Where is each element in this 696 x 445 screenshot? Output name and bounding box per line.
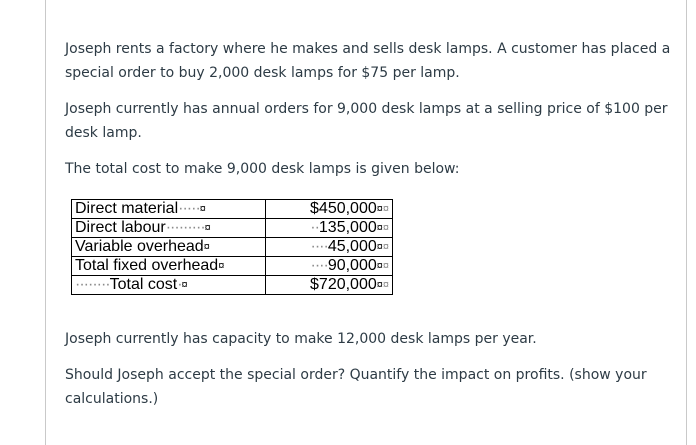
- cost-row-direct-material: Direct material·····¤ $450,000¤¤: [72, 200, 393, 219]
- capacity-paragraph: Joseph currently has capacity to make 12,000 desk lamps per year.: [65, 331, 537, 347]
- cost-value: 90,000: [327, 257, 377, 274]
- cost-row-total-fixed-overhead: Total fixed overhead¤ ····90,000¤¤: [72, 257, 393, 276]
- cost-intro-paragraph: The total cost to make 9,000 desk lamps is given below:: [65, 161, 460, 177]
- cost-label: Direct labour: [75, 219, 166, 236]
- question-prompt-paragraph: Should Joseph accept the special order? Quantify the impact on profits. (show your calculations.): [65, 367, 647, 407]
- cost-value: 45,000: [327, 238, 377, 255]
- cost-label: Total fixed overhead: [75, 257, 219, 274]
- cost-table: [71, 199, 393, 295]
- cost-row-total-cost: ········Total cost·¤ $720,000¤¤: [72, 276, 393, 295]
- cost-value: $720,000: [310, 276, 377, 293]
- cost-label: Variable overhead: [75, 238, 204, 255]
- current-orders-paragraph: Joseph currently has annual orders for 9,000 desk lamps at a selling price of $100 per desk lamp.: [65, 101, 668, 141]
- cost-label: Direct material: [75, 200, 179, 217]
- cost-value: 135,000: [318, 219, 377, 236]
- cost-value: $450,000: [310, 200, 377, 217]
- cost-row-variable-overhead: Variable overhead¤ ····45,000¤¤: [72, 238, 393, 257]
- cost-row-direct-labour: Direct labour·········¤ ··135,000¤¤: [72, 219, 393, 238]
- cost-label: Total cost: [109, 276, 178, 293]
- question-intro-paragraph: Joseph rents a factory where he makes and sells desk lamps. A customer has placed a special order to buy 2,000 desk lamps for $75 per lamp.: [65, 41, 671, 81]
